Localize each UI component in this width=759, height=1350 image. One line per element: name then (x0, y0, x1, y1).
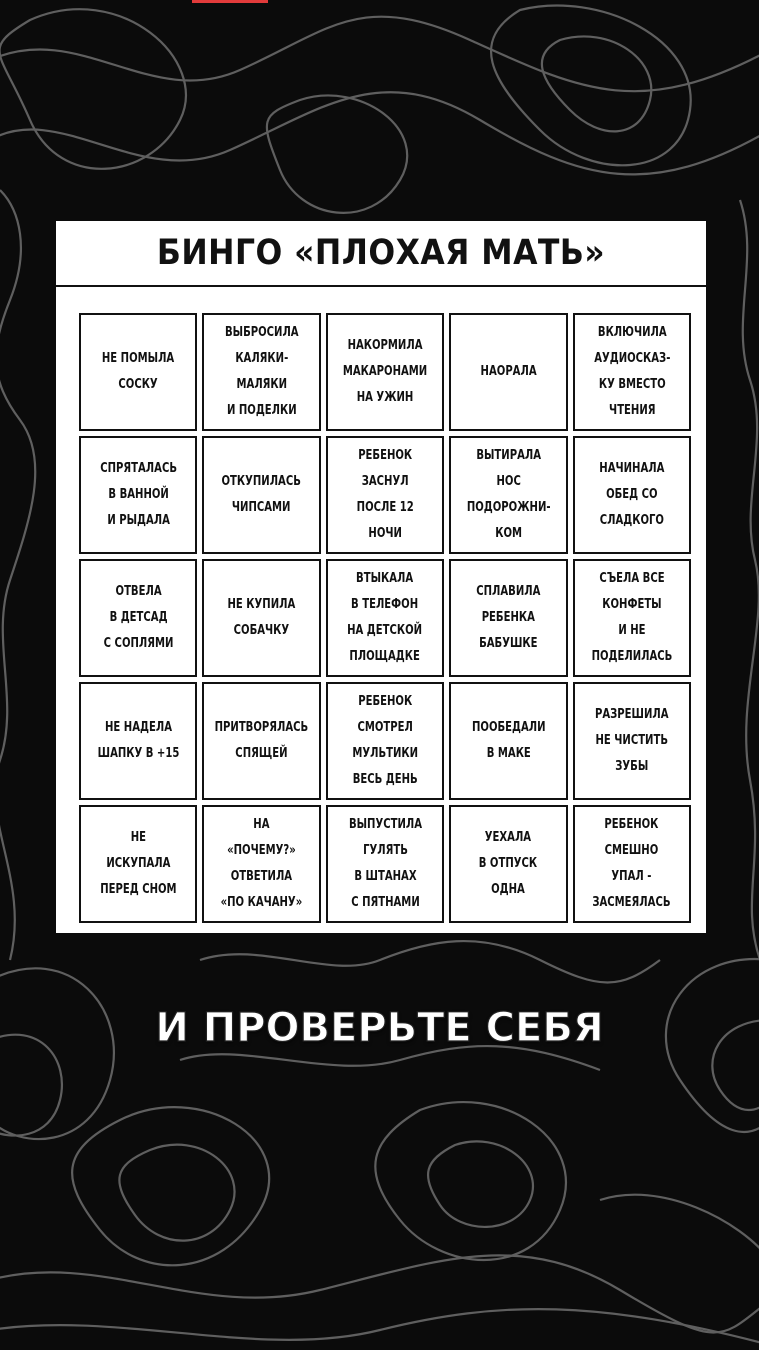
bingo-cell (79, 682, 197, 800)
bingo-cell (326, 559, 444, 677)
title-divider (56, 285, 706, 287)
bingo-cell (202, 805, 320, 923)
bingo-cell (326, 682, 444, 800)
bingo-cell (79, 313, 197, 431)
bingo-cell (573, 559, 691, 677)
bingo-cell-text: СПРЯТАЛАСЬ В ВАННОЙ И РЫДАЛА (99, 461, 177, 528)
bingo-cell (202, 313, 320, 431)
bingo-cell (449, 436, 567, 554)
bingo-card (56, 221, 706, 933)
bingo-cell-text: УЕХАЛА В ОТПУСК ОДНА (479, 830, 538, 897)
bingo-cell (202, 436, 320, 554)
bingo-cell-text: ВТЫКАЛА В ТЕЛЕФОН НА ДЕТСКОЙ ПЛОЩАДКЕ (347, 571, 423, 664)
bingo-cell-text: РЕБЕНОК СМОТРЕЛ МУЛЬТИКИ ВЕСЬ ДЕНЬ (352, 694, 418, 787)
card-title: БИНГО «ПЛОХАЯ МАТЬ» (156, 233, 606, 273)
caption-text: И ПРОВЕРЬТЕ СЕБЯ (155, 1005, 604, 1051)
bingo-cell (449, 805, 567, 923)
bingo-cell-text: РЕБЕНОК СМЕШНО УПАЛ - ЗАСМЕЯЛАСЬ (592, 817, 671, 910)
bingo-cell-text: НЕ КУПИЛА СОБАЧКУ (227, 597, 296, 638)
bingo-grid (79, 313, 691, 923)
bingo-cell-text: ОТВЕЛА В ДЕТСАД С СОПЛЯМИ (103, 584, 174, 651)
bingo-cell (573, 805, 691, 923)
top-accent-bar (192, 0, 268, 3)
bingo-cell (449, 559, 567, 677)
bingo-cell-text: НЕ ПОМЫЛА СОСКУ (102, 351, 175, 392)
bingo-cell-text: ВЫТИРАЛА НОС ПОДОРОЖНИ- КОМ (466, 448, 551, 541)
bingo-cell-text: НАЧИНАЛА ОБЕД СО СЛАДКОГО (599, 461, 665, 528)
bingo-cell-text: СЪЕЛА ВСЕ КОНФЕТЫ И НЕ ПОДЕЛИЛАСЬ (591, 571, 673, 664)
bingo-cell-text: ВКЛЮЧИЛА АУДИОСКАЗ- КУ ВМЕСТО ЧТЕНИЯ (593, 325, 670, 418)
bingo-cell-text: РАЗРЕШИЛА НЕ ЧИСТИТЬ ЗУБЫ (595, 707, 669, 774)
bingo-cell-text: НАОРАЛА (480, 364, 537, 379)
bingo-cell (449, 682, 567, 800)
bingo-cell-text: НЕ НАДЕЛА ШАПКУ В +15 (97, 720, 180, 761)
bingo-cell (79, 436, 197, 554)
bingo-cell-text: НАКОРМИЛА МАКАРОНАМИ НА УЖИН (342, 338, 428, 405)
bingo-cell-text: ПРИТВОРЯЛАСЬ СПЯЩЕЙ (214, 720, 309, 761)
bingo-cell-text: НЕ ИСКУПАЛА ПЕРЕД СНОМ (100, 830, 177, 897)
bingo-cell (573, 313, 691, 431)
bingo-cell-text: РЕБЕНОК ЗАСНУЛ ПОСЛЕ 12 НОЧИ (356, 448, 414, 541)
bingo-cell (573, 682, 691, 800)
bingo-cell (449, 313, 567, 431)
bingo-cell (79, 805, 197, 923)
bingo-cell (326, 313, 444, 431)
bingo-cell (202, 682, 320, 800)
bingo-cell (326, 436, 444, 554)
bingo-cell-text: ВЫБРОСИЛА КАЛЯКИ- МАЛЯКИ И ПОДЕЛКИ (224, 325, 299, 418)
bingo-cell-text: НА «ПОЧЕМУ?» ОТВЕТИЛА «ПО КАЧАНУ» (220, 817, 303, 910)
bingo-cell-text: СПЛАВИЛА РЕБЕНКА БАБУШКЕ (476, 584, 541, 651)
bingo-cell (326, 805, 444, 923)
bingo-cell-text: ВЫПУСТИЛА ГУЛЯТЬ В ШТАНАХ С ПЯТНАМИ (348, 817, 422, 910)
bingo-cell (202, 559, 320, 677)
bingo-cell (573, 436, 691, 554)
bingo-cell (79, 559, 197, 677)
bingo-cell-text: ПООБЕДАЛИ В МАКЕ (471, 720, 546, 761)
bingo-cell-text: ОТКУПИЛАСЬ ЧИПСАМИ (221, 474, 302, 515)
